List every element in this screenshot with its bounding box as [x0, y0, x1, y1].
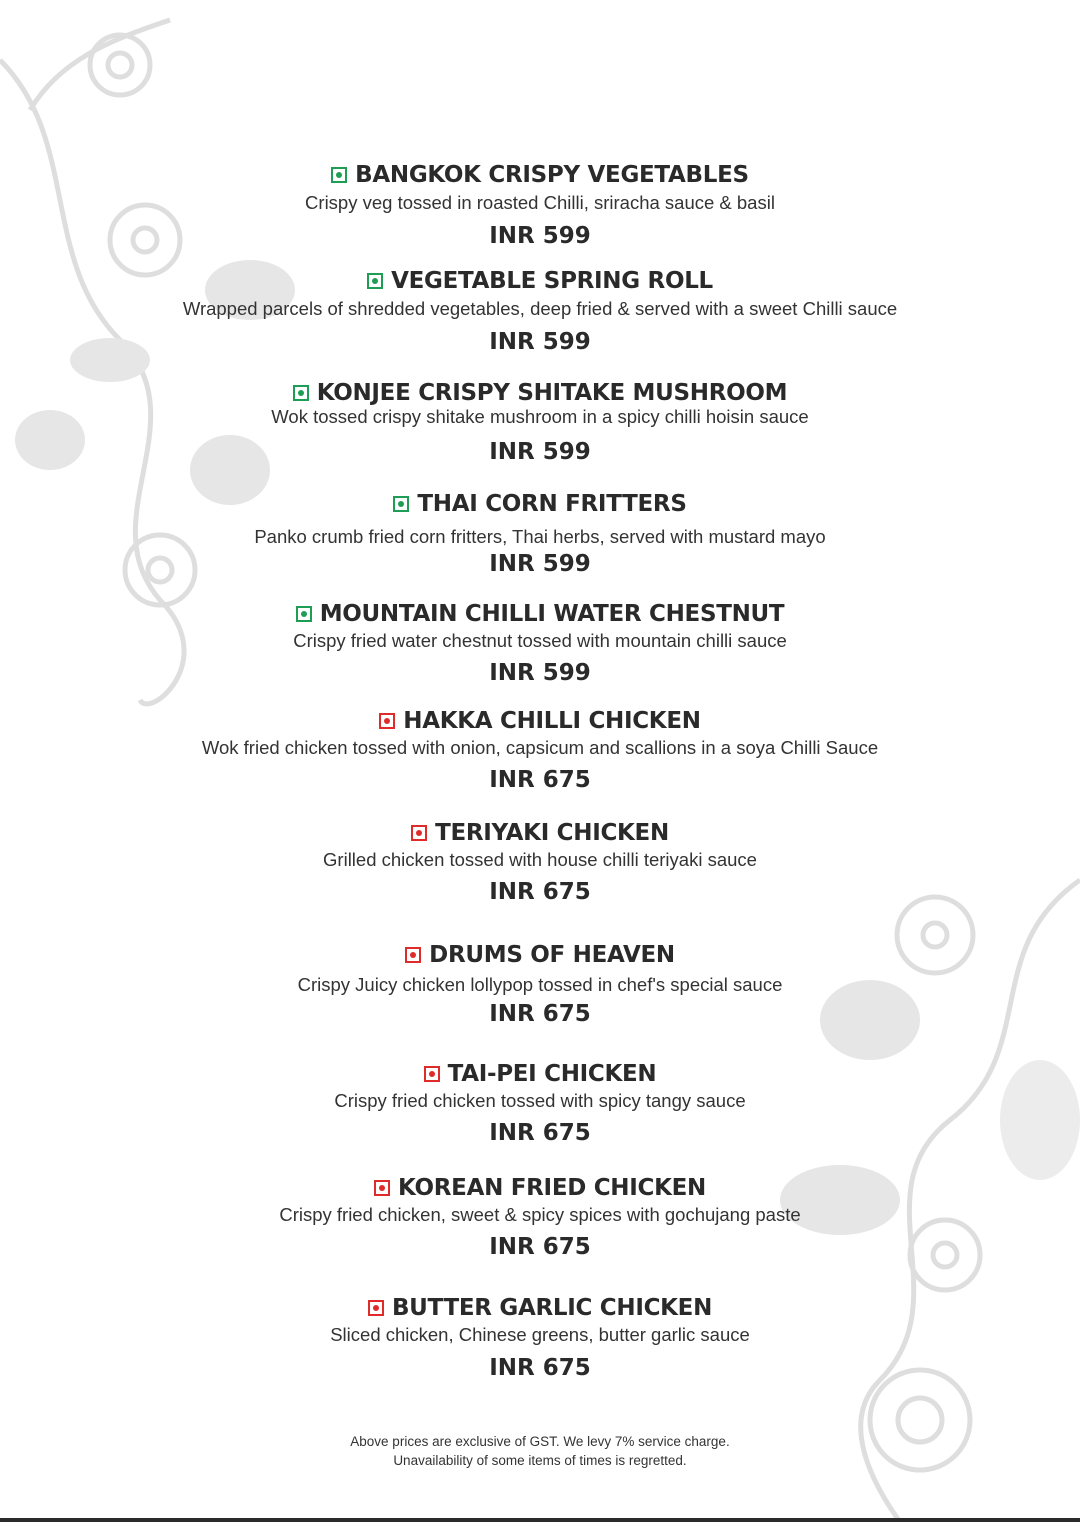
item-description: Grilled chicken tossed with house chilli teriyaki sauce: [323, 849, 757, 870]
item-name: THAI CORN FRITTERS: [417, 491, 687, 517]
item-description: Panko crumb fried corn fritters, Thai herbs, served with mustard mayo: [254, 526, 826, 547]
menu-item-title: [0, 1295, 1080, 1321]
menu-item-title: [0, 820, 1080, 846]
item-name: BUTTER GARLIC CHICKEN: [391, 1295, 713, 1321]
item-description: Crispy fried chicken tossed with spicy tangy sauce: [334, 1090, 746, 1111]
item-price: INR 675: [489, 767, 591, 793]
item-name: KONJEE CRISPY SHITAKE MUSHROOM: [316, 380, 788, 406]
nonveg-indicator-icon: [405, 947, 421, 963]
nonveg-indicator-icon: [374, 1180, 390, 1196]
item-name: KOREAN FRIED CHICKEN: [398, 1175, 706, 1201]
veg-indicator-icon: [393, 496, 409, 512]
item-name: MOUNTAIN CHILLI WATER CHESTNUT: [319, 601, 785, 627]
item-name: VEGETABLE SPRING ROLL: [391, 268, 713, 294]
item-price: INR 599: [489, 551, 591, 577]
footer-note: [0, 1432, 1080, 1470]
item-price: INR 599: [489, 439, 591, 465]
nonveg-indicator-icon: [368, 1300, 384, 1316]
veg-indicator-icon: [296, 606, 312, 622]
item-description: Wok tossed crispy shitake mushroom in a spicy chilli hoisin sauce: [271, 406, 809, 427]
item-price: INR 675: [489, 1001, 591, 1027]
item-price: INR 599: [489, 660, 591, 686]
item-price: INR 599: [489, 223, 591, 249]
item-name: DRUMS OF HEAVEN: [429, 942, 675, 968]
menu-item-title: [0, 380, 1080, 406]
item-name: TAI-PEI CHICKEN: [447, 1061, 657, 1087]
item-price: INR 675: [489, 879, 591, 905]
item-description: Wrapped parcels of shredded vegetables, deep fried & served with a sweet Chilli sauce: [182, 298, 898, 319]
item-description: Crispy fried water chestnut tossed with mountain chilli sauce: [293, 630, 787, 651]
item-name: TERIYAKI CHICKEN: [435, 820, 669, 846]
item-price: INR 675: [489, 1234, 591, 1260]
item-description: Wok fried chicken tossed with onion, capsicum and scallions in a soya Chilli Sauce: [201, 737, 879, 758]
item-description: Sliced chicken, Chinese greens, butter garlic sauce: [330, 1324, 750, 1345]
menu-item-title: [0, 708, 1080, 734]
footer-line-2: Unavailability of some items of times is regretted.: [393, 1453, 687, 1468]
menu-item-title: [0, 601, 1080, 627]
veg-indicator-icon: [293, 385, 309, 401]
item-name: HAKKA CHILLI CHICKEN: [403, 708, 701, 734]
veg-indicator-icon: [367, 273, 383, 289]
nonveg-indicator-icon: [379, 713, 395, 729]
item-name: BANGKOK CRISPY VEGETABLES: [355, 162, 749, 188]
veg-indicator-icon: [331, 167, 347, 183]
menu-item-title: [0, 162, 1080, 188]
item-description: Crispy veg tossed in roasted Chilli, sriracha sauce & basil: [305, 192, 775, 213]
nonveg-indicator-icon: [411, 825, 427, 841]
item-description: Crispy fried chicken, sweet & spicy spices with gochujang paste: [279, 1204, 801, 1225]
menu-item-title: [0, 1175, 1080, 1201]
footer-line-1: Above prices are exclusive of GST. We levy 7% service charge.: [350, 1434, 730, 1449]
nonveg-indicator-icon: [424, 1066, 440, 1082]
item-price: INR 675: [489, 1355, 591, 1381]
bottom-bar: [0, 1518, 1080, 1522]
item-price: INR 599: [489, 329, 591, 355]
menu-item-title: [0, 1061, 1080, 1087]
item-description: Crispy Juicy chicken lollypop tossed in chef's special sauce: [297, 974, 783, 995]
menu-item-title: [0, 268, 1080, 294]
menu-item-title: [0, 942, 1080, 968]
menu-item-title: [0, 491, 1080, 517]
item-price: INR 675: [489, 1120, 591, 1146]
